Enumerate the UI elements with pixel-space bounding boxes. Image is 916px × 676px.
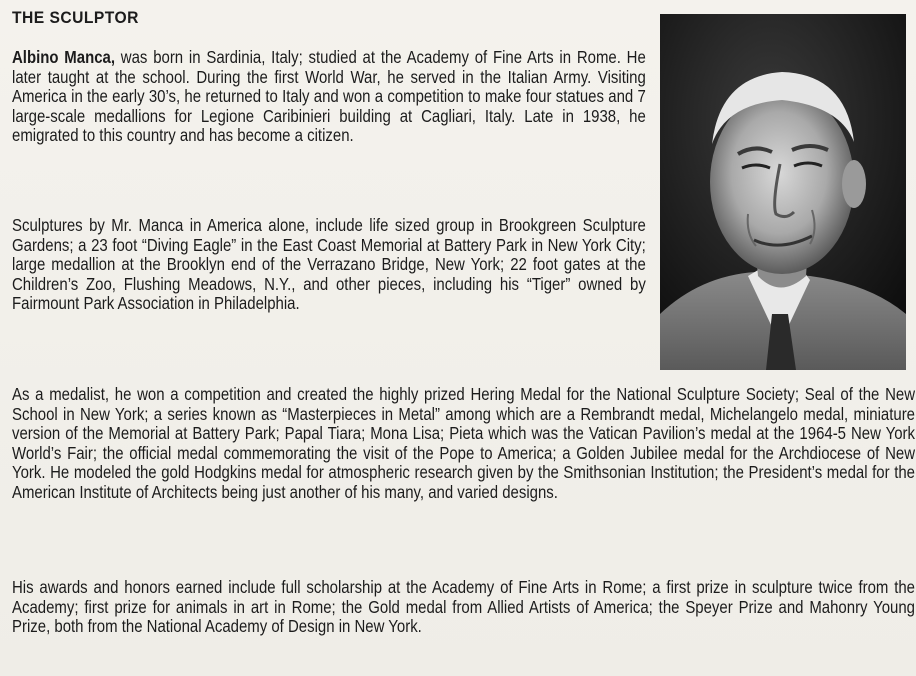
portrait-illustration — [660, 14, 906, 370]
sculptor-portrait-photo — [660, 14, 906, 370]
medals-paragraph: As a medalist, he won a competition and created the highly prized Hering Medal for the National Sculpture Society; Seal of the New School in New York; a series known as “Masterpieces in Metal” among which are a Rembrandt medal, Michelangelo medal, miniature version of the Memorial at Battery Park; Papal Tiara; Mona Lisa; Pieta which was the Vatican Pavilion’s medal at the 1964-5 New York World’s Fair; the official medal commemorating the visit of the Pope to America; a Golden Jubilee medal for the Archdiocese of New York. He modeled the gold Hodgkins medal for atmospheric research given by the Smithsonian Institution; the President’s medal for the American Institute of Architects being just another of his many, and varied designs. — [12, 384, 915, 502]
sculptures-paragraph: Sculptures by Mr. Manca in America alone, include life sized group in Brookgreen Sculpture Gardens; a 23 foot “Diving Eagle” in the East Coast Memorial at Battery Park in New York City; large medallion at the Brooklyn end of the Verrazano Bridge, New York; 22 foot gates at the Children’s Zoo, Flushing Meadows, N.Y., and other pieces, including his “Tiger” owned by Fairmount Park Association in Philadelphia. — [12, 215, 646, 314]
biography-paragraph — [12, 48, 646, 146]
awards-paragraph: His awards and honors earned include full scholarship at the Academy of Fine Arts in Rome; a first prize in sculpture twice from the Academy; first prize for animals in art in Rome; the Gold medal from Allied Artists of America; the Speyer Prize and Mahonry Young Prize, both from the National Academy of Design in New York. — [12, 577, 915, 637]
section-heading: THE SCULPTOR — [12, 8, 139, 27]
sculptor-name: Albino Manca, — [12, 47, 116, 67]
biography-text: was born in Sardinia, Italy; studied at the Academy of Fine Arts in Rome. He later taught at the school. During the first World War, he served in the Italian Army. Visiting America in the early 30’s, he returned to Italy and won a competition to make four statues and 7 large-scale medallions for Legione Caribinieri building at Cagliari, Italy. Late in 1938, he emigrated to this country and has become a citizen. — [12, 47, 646, 146]
